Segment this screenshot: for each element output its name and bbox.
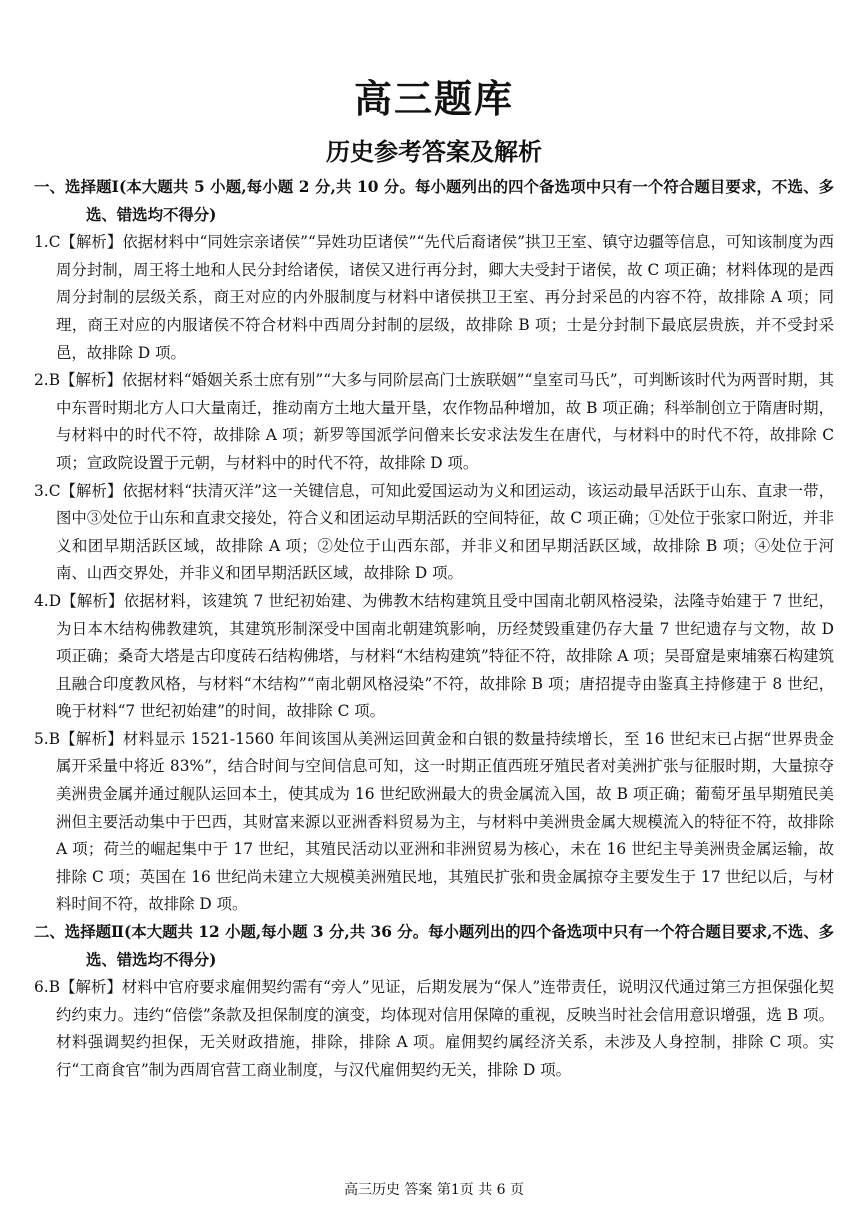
answer-number: 2. xyxy=(34,371,49,390)
answer-item-1 xyxy=(34,229,834,367)
answer-item-6 xyxy=(34,974,834,1084)
answer-item-3 xyxy=(34,478,834,588)
section-heading-2: 二、选择题Ⅱ(本大题共 12 小题,每小题 3 分,共 36 分。每小题列出的四个备选项中只有一个符合题目要求,不选、多选、错选均不得分) xyxy=(34,923,834,969)
answer-item-5 xyxy=(34,726,834,919)
answer-item-2 xyxy=(34,367,834,477)
answer-number: 6. xyxy=(34,978,49,997)
page-subtitle: 历史参考答案及解析 xyxy=(326,137,542,166)
answer-text: C【解析】依据材料“扶清灭洋”这一关键信息，可知此爱国运动为义和团运动，该运动最早活跃于山东、直隶一带，图中③处位于山东和直隶交接处，符合义和团运动早期活跃的空间特征，故 C 项正确；①处位于张家口附近，并非义和团早期活跃区域，故排除 A 项；②处位于山西东部，并非义和团早期活跃区域，故排除 B 项；④处位于河南、山西交界处，并非义和团早期活跃区域，故排除 D 项。 xyxy=(48,481,834,583)
answer-number: 1. xyxy=(34,233,49,252)
answer-number: 5. xyxy=(34,729,49,748)
page-title: 高三题库 xyxy=(353,76,514,121)
answer-content xyxy=(34,174,834,1085)
answer-text: B【解析】材料中官府要求雇佣契约需有“旁人”见证，后期发展为“保人”连带责任，说明汉代通过第三方担保强化契约约束力。违约“倍偿”条款及担保制度的演变，均体现对信用保障的重视，反映当时社会信用意识增强，选 B 项。材料强调契约担保，无关财政措施，排除，排除 A 项。雇佣契约属经济关系，未涉及人身控制，排除 C 项。实行“工商食官”制为西周官营工商业制度，与汉代雇佣契约无关，排除 D 项。 xyxy=(48,978,834,1079)
answer-number: 4. xyxy=(34,591,49,610)
section-heading-1: 一、选择题Ⅰ(本大题共 5 小题,每小题 2 分,共 10 分。每小题列出的四个备选项中只有一个符合题目要求，不选、多选、错选均不得分) xyxy=(34,178,834,224)
answer-item-4 xyxy=(34,588,834,726)
answer-text: D【解析】依据材料，该建筑 7 世纪初始建、为佛教木结构建筑且受中国南北朝风格浸染，法隆寺始建于 7 世纪，为日本木结构佛教建筑，其建筑形制深受中国南北朝建筑影响，历经焚毁重建仍存大量 7 世纪遗存与文物，故 D 项正确；桑奇大塔是古印度砖石结构佛塔，与材料“木结构建筑”特征不符，故排除 A 项；吴哥窟是柬埔寨石构建筑且融合印度教风格，与材料“木结构”“南北朝风格浸染”不符，故排除 B 项；唐招提寺由鉴真主持修建于 8 世纪，晚于材料“7 世纪初始建”的时间，故排除 C 项。 xyxy=(48,591,834,721)
answer-text: B【解析】材料显示 1521-1560 年间该国从美洲运回黄金和白银的数量持续增长，至 16 世纪末已占据“世界贵金属开采量中将近 83%”，结合时间与空间信息可知，这一时期正值西班牙殖民者对美洲扩张与征服时期，大量掠夺美洲贵金属并通过舰队运回本土，使其成为 16 世纪欧洲最大的贵金属流入国，故 B 项正确；葡萄牙虽早期殖民美洲但主要活动集中于巴西，其财富来源以亚洲香料贸易为主，与材料中美洲贵金属大规模流入的特征不符，故排除 A 项；荷兰的崛起集中于 17 世纪，其殖民活动以亚洲和非洲贸易为核心，未在 16 世纪主导美洲贵金属运输，故排除 C 项；英国在 16 世纪尚未建立大规模美洲殖民地，其殖民扩张和贵金属掠夺主要发生于 17 世纪以后，与材料时间不符，故排除 D 项。 xyxy=(48,729,834,914)
answer-text: C【解析】依据材料中“同姓宗亲诸侯”“异姓功臣诸侯”“先代后裔诸侯”拱卫王室、镇守边疆等信息，可知该制度为西周分封制，周王将土地和人民分封给诸侯，诸侯又进行再分封，卿大夫受封于诸侯，故 C 项正确；材料体现的是西周分封制的层级关系，商王对应的内外服制度与材料中诸侯拱卫王室、再分封采邑的内容不符，故排除 A 项；同理，商王对应的内服诸侯不符合材料中西周分封制的层级，故排除 B 项；士是分封制下最底层贵族，并不受封采邑，故排除 D 项。 xyxy=(48,233,834,362)
page-footer: 高三历史 答案 第1页 共 6 页 xyxy=(343,1182,525,1198)
answer-number: 3. xyxy=(34,481,49,500)
answer-text: B【解析】依据材料“婚姻关系士庶有别”“大多与同阶层高门士族联姻”“皇室司马氏”，可判断该时代为两晋时期，其中东晋时期北方人口大量南迁，推动南方土地大量开垦，农作物品种增加，故 B 项正确；科举制创立于隋唐时期，与材料中的时代不符，故排除 A 项；新罗等国派学问僧来长安求法发生在唐代，与材料中的时代不符，故排除 C 项；宣政院设置于元朝，与材料中的时代不符，故排除 D 项。 xyxy=(48,371,834,472)
